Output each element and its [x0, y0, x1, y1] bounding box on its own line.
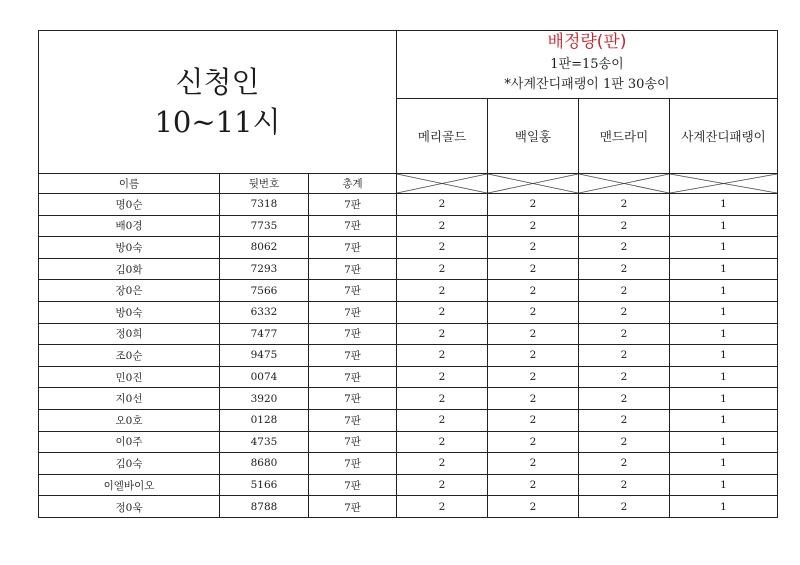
phone-last-digits: 8788	[220, 496, 309, 518]
applicant-name: 방0숙	[39, 237, 220, 258]
moss-phlox-qty: 1	[720, 392, 727, 405]
applicant-name: 방0숙	[39, 302, 220, 323]
zinnia-qty: 2	[488, 453, 579, 474]
marigold-qty: 2	[397, 496, 488, 518]
phone-last-digits: 0128	[220, 410, 309, 431]
celosia-qty: 2	[579, 475, 670, 496]
phone-last-digits: 8680	[220, 453, 309, 474]
marigold-qty: 2	[397, 259, 488, 280]
total-trays: 7판	[309, 410, 397, 431]
zinnia-qty: 2	[488, 496, 579, 518]
zinnia-qty: 2	[488, 475, 579, 496]
phone-last-digits: 9475	[220, 345, 309, 366]
phone-last-digits: 7477	[220, 324, 309, 345]
crossed-cell	[670, 174, 777, 193]
table-row	[39, 302, 777, 324]
table-row	[39, 237, 777, 259]
applicant-name: 배0경	[39, 216, 220, 237]
total-trays: 7판	[309, 345, 397, 366]
moss-phlox-qty: 1	[720, 435, 727, 448]
applicant-name: 명0순	[39, 194, 220, 215]
celosia-qty: 2	[579, 388, 670, 409]
column-header-name: 이름	[39, 174, 220, 193]
applicant-name: 이엘바이오	[39, 475, 220, 496]
moss-phlox-qty: 1	[720, 306, 727, 319]
total-trays: 7판	[309, 453, 397, 474]
celosia-qty: 2	[579, 194, 670, 215]
phone-last-digits: 0074	[220, 367, 309, 388]
moss-phlox-qty: 1	[720, 327, 727, 340]
flower-header-moss-phlox: 사계잔디패랭이	[681, 128, 766, 144]
marigold-qty: 2	[397, 432, 488, 453]
zinnia-qty: 2	[488, 367, 579, 388]
marigold-qty: 2	[397, 280, 488, 301]
total-trays: 7판	[309, 280, 397, 301]
marigold-qty: 2	[397, 324, 488, 345]
marigold-qty: 2	[397, 237, 488, 258]
zinnia-qty: 2	[488, 216, 579, 237]
total-trays: 7판	[309, 432, 397, 453]
phone-last-digits: 5166	[220, 475, 309, 496]
allocation-note: *사계잔디패랭이 1판 30송이	[504, 77, 670, 92]
phone-last-digits: 7735	[220, 216, 309, 237]
allocation-sheet	[38, 30, 778, 518]
column-header-total: 총계	[309, 174, 397, 193]
crossed-cell	[397, 174, 488, 193]
phone-last-digits: 4735	[220, 432, 309, 453]
moss-phlox-qty: 1	[720, 457, 727, 470]
table-row	[39, 453, 777, 475]
moss-phlox-qty: 1	[720, 479, 727, 492]
celosia-qty: 2	[579, 345, 670, 366]
celosia-qty: 2	[579, 280, 670, 301]
zinnia-qty: 2	[488, 324, 579, 345]
table-row	[39, 475, 777, 497]
applicant-title: 신청인	[175, 65, 260, 99]
celosia-qty: 2	[579, 237, 670, 258]
zinnia-qty: 2	[488, 302, 579, 323]
table-row	[39, 345, 777, 367]
moss-phlox-qty: 1	[720, 241, 727, 254]
celosia-qty: 2	[579, 432, 670, 453]
moss-phlox-qty: 1	[720, 263, 727, 276]
moss-phlox-qty: 1	[720, 349, 727, 362]
crossed-cell	[488, 174, 579, 193]
allocation-title: 배정량(판)	[547, 32, 627, 52]
moss-phlox-qty: 1	[720, 501, 727, 514]
applicant-header	[39, 31, 397, 174]
applicant-name: 이0주	[39, 432, 220, 453]
moss-phlox-qty: 1	[720, 284, 727, 297]
applicant-name: 민0진	[39, 367, 220, 388]
flower-header-celosia: 맨드라미	[579, 99, 670, 174]
table-row	[39, 410, 777, 432]
zinnia-qty: 2	[488, 432, 579, 453]
phone-last-digits: 6332	[220, 302, 309, 323]
celosia-qty: 2	[579, 453, 670, 474]
zinnia-qty: 2	[488, 237, 579, 258]
moss-phlox-qty: 1	[720, 198, 727, 211]
marigold-qty: 2	[397, 367, 488, 388]
zinnia-qty: 2	[488, 410, 579, 431]
zinnia-qty: 2	[488, 280, 579, 301]
table-row	[39, 367, 777, 389]
total-trays: 7판	[309, 475, 397, 496]
column-header-row	[39, 174, 777, 194]
applicant-rows	[39, 194, 777, 518]
zinnia-qty: 2	[488, 388, 579, 409]
marigold-qty: 2	[397, 345, 488, 366]
phone-last-digits: 7318	[220, 194, 309, 215]
flower-header-zinnia: 백일홍	[488, 99, 579, 174]
total-trays: 7판	[309, 259, 397, 280]
applicant-name: 정0욱	[39, 496, 220, 518]
total-trays: 7판	[309, 367, 397, 388]
phone-last-digits: 8062	[220, 237, 309, 258]
table-row	[39, 280, 777, 302]
celosia-qty: 2	[579, 410, 670, 431]
celosia-qty: 2	[579, 259, 670, 280]
total-trays: 7판	[309, 496, 397, 518]
zinnia-qty: 2	[488, 259, 579, 280]
total-trays: 7판	[309, 237, 397, 258]
celosia-qty: 2	[579, 367, 670, 388]
zinnia-qty: 2	[488, 194, 579, 215]
marigold-qty: 2	[397, 302, 488, 323]
applicant-name: 장0은	[39, 280, 220, 301]
moss-phlox-qty: 1	[720, 219, 727, 232]
flower-headers	[397, 99, 777, 174]
time-slot: 10~11시	[154, 105, 281, 139]
column-header-phone: 뒷번호	[220, 174, 309, 193]
celosia-qty: 2	[579, 496, 670, 518]
celosia-qty: 2	[579, 324, 670, 345]
applicant-name: 지0선	[39, 388, 220, 409]
table-row	[39, 496, 777, 518]
flower-header-marigold: 메리골드	[397, 99, 488, 174]
total-trays: 7판	[309, 388, 397, 409]
table-row	[39, 432, 777, 454]
allocation-info	[397, 31, 777, 99]
table-row	[39, 259, 777, 281]
moss-phlox-qty: 1	[720, 414, 727, 427]
table-row	[39, 388, 777, 410]
phone-last-digits: 3920	[220, 388, 309, 409]
celosia-qty: 2	[579, 216, 670, 237]
table-row	[39, 194, 777, 216]
crossed-cell	[579, 174, 670, 193]
moss-phlox-qty: 1	[720, 371, 727, 384]
table-row	[39, 324, 777, 346]
applicant-name: 김0화	[39, 259, 220, 280]
marigold-qty: 2	[397, 453, 488, 474]
zinnia-qty: 2	[488, 345, 579, 366]
marigold-qty: 2	[397, 388, 488, 409]
phone-last-digits: 7293	[220, 259, 309, 280]
total-trays: 7판	[309, 324, 397, 345]
marigold-qty: 2	[397, 410, 488, 431]
applicant-name: 김0숙	[39, 453, 220, 474]
applicant-name: 정0희	[39, 324, 220, 345]
celosia-qty: 2	[579, 302, 670, 323]
total-trays: 7판	[309, 216, 397, 237]
phone-last-digits: 7566	[220, 280, 309, 301]
allocation-rule: 1판=15송이	[550, 57, 624, 72]
marigold-qty: 2	[397, 216, 488, 237]
total-trays: 7판	[309, 194, 397, 215]
applicant-name: 조0순	[39, 345, 220, 366]
marigold-qty: 2	[397, 194, 488, 215]
marigold-qty: 2	[397, 475, 488, 496]
total-trays: 7판	[309, 302, 397, 323]
table-row	[39, 216, 777, 238]
applicant-name: 오0호	[39, 410, 220, 431]
allocation-header	[397, 31, 777, 174]
